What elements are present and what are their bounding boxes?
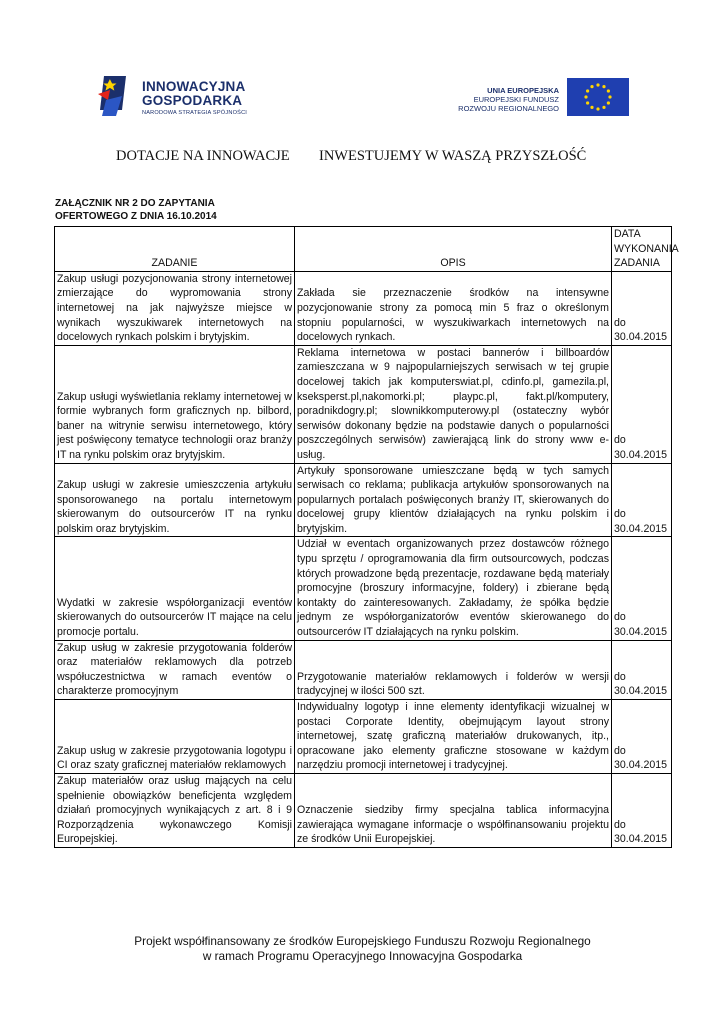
eu-star-icon [584, 95, 587, 98]
description-cell: Zakłada sie przeznaczenie środków na intensywne pozycjonowanie strony za pomocą min 5 fraz o określonym stopniu popularności, w wyszukiwarkach internetowych na docelowych rynkach. [295, 271, 612, 345]
table-row [55, 700, 672, 774]
task-cell: Zakup usług w zakresie przygotowania folderów oraz materiałów reklamowych dla potrzeb współuczestnictwa w ramach eventów o charakterze promocyjnym [55, 640, 295, 699]
date-cell: do 30.04.2015 [612, 537, 672, 640]
task-cell: Zakup usługi wyświetlania reklamy internetowej w formie wybranych form graficznych np. bilbord, baner na witrynie serwisu internetowego, który jest poświęcony tematyce technologii oraz branży IT na rynku polskim oraz brytyjskim. [55, 345, 295, 463]
footer-line2: w ramach Programu Operacyjnego Innowacyjna Gospodarka [202, 949, 523, 963]
innowacyjna-gospodarka-logo [96, 70, 266, 120]
date-cell: do 30.04.2015 [612, 700, 672, 774]
table-row [55, 345, 672, 463]
eu-star-icon [602, 85, 605, 88]
footer-line1: Projekt współfinansowany ze środków Europejskiego Funduszu Rozwoju Regionalnego [134, 934, 591, 948]
table-row [55, 640, 672, 699]
eu-star-icon [590, 85, 593, 88]
eu-logo-line3: ROZWOJU REGIONALNEGO [458, 104, 559, 113]
eu-logo-text [458, 86, 559, 113]
header-date-line2: WYKONANIA [614, 242, 679, 255]
eu-star-icon [586, 89, 589, 92]
ig-logo-subtitle: NARODOWA STRATEGIA SPÓJNOŚCI [142, 110, 248, 116]
description-cell: Artykuły sponsorowane umieszczane będą w tych samych serwisach co reklama; publikacja artykułów sponsorowanych na popularnych portalach poświęconych branży IT, skierowanych do docelowej grupy klientów działających na rynku polskim i brytyjskim. [295, 463, 612, 537]
date-cell: do 30.04.2015 [612, 773, 672, 847]
annex-title-line2: OFERTOWEGO Z DNIA 16.10.2014 [55, 211, 217, 222]
task-cell: Zakup usługi pozycjonowania strony internetowej zmierzające do wypromowania strony internetowej na jak najwyższe miejsce w wynikach wyszukiwarek internetowych na docelowych rynkach polskim i brytyjskim. [55, 271, 295, 345]
header-date-line3: ZADANIA [614, 257, 660, 270]
eu-star-icon [602, 106, 605, 109]
eu-star-icon [596, 107, 599, 110]
ig-logo-title-line1: INNOWACYJNA [142, 79, 246, 94]
table-row [55, 271, 672, 345]
description-cell: Oznaczenie siedziby firmy specjalna tablica informacyjna zawierająca wymagane informacje o współfinansowaniu projektu ze środków Unii Europejskiej. [295, 773, 612, 847]
eu-star-icon [607, 101, 610, 104]
description-cell: Udział w eventach organizowanych przez dostawców różnego typu sprzętu / oprogramowania dla firm outsourcowych, podczas których prowadzone będą prezentacje, rozdawane będą materiały promocyjne (broszury informacyjne, foldery) i zbierane będą kontakty do zainteresowanych. Zakładamy, że spółka będzie jednym ze współorganizatorów eventów skierowanego do outsourcerów IT działających na rynku polskim. [295, 537, 612, 640]
task-cell: Zakup usługi w zakresie umieszczenia artykułu sponsorowanego na portalu internetowym skierowanym do outsourcerów IT na rynku polskim oraz brytyjskim. [55, 463, 295, 537]
footer [0, 934, 725, 964]
ig-logo-title [142, 80, 245, 108]
ig-logo-title-line2: GOSPODARKA [142, 93, 243, 108]
eu-star-icon [596, 83, 599, 86]
eu-flag-icon [567, 78, 629, 116]
date-cell: do 30.04.2015 [612, 271, 672, 345]
eu-star-icon [590, 106, 593, 109]
date-cell: do 30.04.2015 [612, 345, 672, 463]
annex-title [55, 197, 217, 223]
task-cell: Zakup materiałów oraz usług mających na celu spełnienie obowiązków beneficjenta względem działań promocyjnych wynikających z art. 8 i 9 Rozporządzenia wykonawczego Komisji Europejskiej. [55, 773, 295, 847]
eu-logo-line1: UNIA EUROPEJSKA [487, 86, 559, 95]
eu-star-icon [607, 89, 610, 92]
annex-title-line1: ZAŁĄCZNIK NR 2 DO ZAPYTANIA [55, 198, 215, 209]
tasks-table [54, 226, 679, 848]
description-cell: Indywidualny logotyp i inne elementy identyfikacji wizualnej w postaci Corporate Identity, obejmującym layout strony internetowej, szatę graficzną materiałów drukowanych, itp., opracowane jako elementy graficzne stosowane w każdym narzędziu promocji internetowej i tradycyjnej. [295, 700, 612, 774]
task-cell: Zakup usług w zakresie przygotowania logotypu i CI oraz szaty graficznej materiałów reklamowych [55, 700, 295, 774]
description-cell: Reklama internetowa w postaci bannerów i billboardów zamieszczana w 9 najpopularniejszych serwisach w tej grupie docelowej takich jak komputerswiat.pl, cdinfo.pl, gamezila.pl, kseksperst.pl,nakomorki.pl; playpc.pl, fakt.pl/komputery, poradnikdogry.pl; slownikkomputerowy.pl (ostateczny wybór serwisów dokonany będzie na podstawie danych o popularności poszczególnych serwisów) zawierającą link do strony www e-usług. [295, 345, 612, 463]
header-task: ZADANIE [55, 227, 295, 272]
table-row [55, 537, 672, 640]
date-cell: do 30.04.2015 [612, 640, 672, 699]
eu-star-icon [586, 101, 589, 104]
task-cell: Wydatki w zakresie współorganizacji eventów skierowanych do outsourcerów IT mające na celu promocje portalu. [55, 537, 295, 640]
header-description: OPIS [295, 227, 612, 272]
slogan-left: DOTACJE NA INNOWACJE [116, 148, 290, 164]
header-date [612, 227, 679, 272]
table-header-row [55, 227, 672, 272]
eu-logo-line2: EUROPEJSKI FUNDUSZ [473, 95, 559, 104]
table-row [55, 773, 672, 847]
table-row [55, 463, 672, 537]
header-date-line1: DATA [614, 228, 641, 240]
date-cell: do 30.04.2015 [612, 463, 672, 537]
slogan-right: INWESTUJEMY W WASZĄ PRZYSZŁOŚĆ [319, 148, 587, 164]
description-cell: Przygotowanie materiałów reklamowych i folderów w wersji tradycyjnej w ilości 500 szt. [295, 640, 612, 699]
innowacyjna-gospodarka-mark-icon [96, 70, 136, 118]
eu-star-icon [608, 95, 611, 98]
